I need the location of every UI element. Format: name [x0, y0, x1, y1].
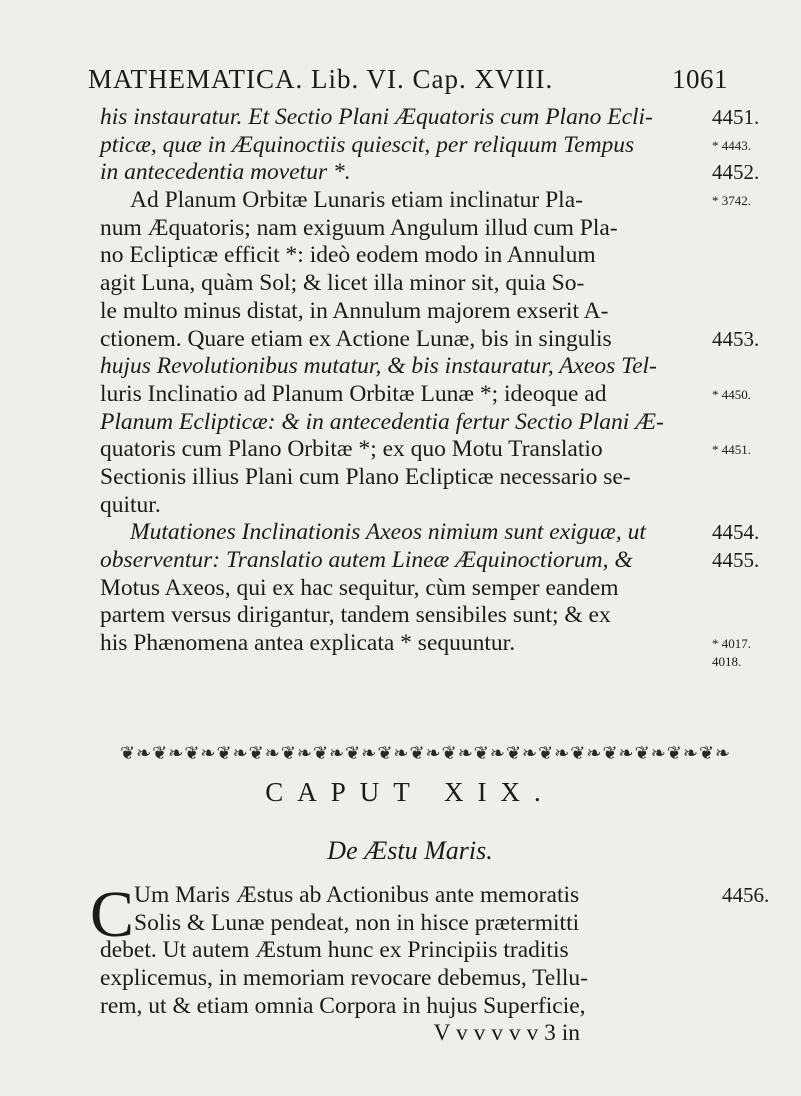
catchline: V v v v v v 3 in — [433, 1020, 580, 1047]
text-line: luris Inclinatio ad Planum Orbitæ Lunæ *; ideoque ad — [100, 380, 607, 407]
text-line: le multo minus distat, in Annulum majorem exserit A- — [100, 297, 609, 324]
text-line: quatoris cum Plano Orbitæ *; ex quo Motu Translatio — [100, 436, 603, 463]
ornament-divider: ❦❧❦❧❦❧❦❧❦❧❦❧❦❧❦❧❦❧❦❧❦❧❦❧❦❧❦❧❦❧❦❧❦❧❦❧❦❧ — [120, 743, 732, 763]
running-title: MATHEMATICA. Lib. VI. Cap. XVIII. — [88, 64, 554, 94]
text-line: Sectionis illius Plani cum Plano Eclipticæ necessario se- — [100, 463, 631, 490]
text-line: Planum Eclipticæ: & in antecedentia fertur Sectio Plani Æ- — [100, 408, 664, 435]
margin-note: 4453. — [712, 326, 760, 351]
margin-notes — [712, 104, 792, 675]
margin-note: * 4451. — [712, 442, 751, 458]
text-line: his instauratur. Et Sectio Plani Æquatoris cum Plano Ecli- — [100, 104, 653, 130]
chapter-text — [100, 882, 700, 1048]
running-header — [88, 64, 728, 95]
text-line: hujus Revolutionibus mutatur, & bis instauratur, Axeos Tel- — [100, 353, 657, 380]
text-line: Solis & Lunæ pendeat, non in hisce prætermitti — [134, 909, 580, 936]
text-line: no Eclipticæ efficit *: ideò eodem modo in Annulum — [100, 242, 596, 269]
margin-note: * 3742. — [712, 193, 751, 209]
margin-note: 4456. — [722, 883, 770, 907]
text-line: quitur. — [100, 491, 161, 518]
margin-note: 4454. — [712, 520, 760, 545]
text-line: in antecedentia movetur *. — [100, 159, 351, 186]
margin-note: * 4443. — [712, 137, 751, 153]
margin-note: * 4017. — [712, 636, 751, 652]
text-line: observentur: Translatio autem Lineæ Æquinoctiorum, & — [100, 547, 633, 573]
drop-capital: C — [90, 878, 135, 951]
text-line: Motus Axeos, qui ex hac sequitur, cùm semper eandem — [100, 574, 619, 601]
chapter-subtitle: De Æstu Maris. — [327, 836, 493, 865]
margin-note: * 4450. — [712, 386, 751, 402]
text-line: pticæ, quæ in Æquinoctiis quiescit, per reliquum Tempus — [100, 131, 635, 158]
text-line: num Æquatoris; nam exiguum Angulum illud cum Pla- — [100, 214, 618, 241]
margin-note: 4452. — [712, 160, 760, 185]
text-line: debet. Ut autem Æstum hunc ex Principiis traditis — [100, 937, 569, 964]
text-line: partem versus dirigantur, tandem sensibiles sunt; & ex — [100, 602, 611, 629]
text-line: Ad Planum Orbitæ Lunaris etiam inclinatur Pla- — [130, 187, 583, 214]
text-line: explicemus, in memoriam revocare debemus, Tellu- — [100, 965, 588, 992]
chapter-heading: CAPUT XIX. — [265, 777, 555, 807]
main-text — [100, 104, 700, 658]
margin-note: 4018. — [712, 653, 742, 669]
text-line: agit Luna, quàm Sol; & licet illa minor sit, quia So- — [100, 270, 585, 297]
text-line: his Phænomena antea explicata * sequuntur. — [100, 630, 516, 657]
text-line: rem, ut & etiam omnia Corpora in hujus Superficie, — [100, 992, 586, 1019]
margin-note: 4451. — [712, 105, 760, 129]
page-number: 1061 — [672, 64, 728, 94]
margin-note: 4455. — [712, 548, 760, 572]
text-line: ctionem. Quare etiam ex Actione Lunæ, bis in singulis — [100, 325, 612, 352]
text-line: Mutationes Inclinationis Axeos nimium sunt exiguæ, ut — [130, 519, 646, 546]
text-line: Um Maris Æstus ab Actionibus ante memoratis — [134, 882, 580, 908]
